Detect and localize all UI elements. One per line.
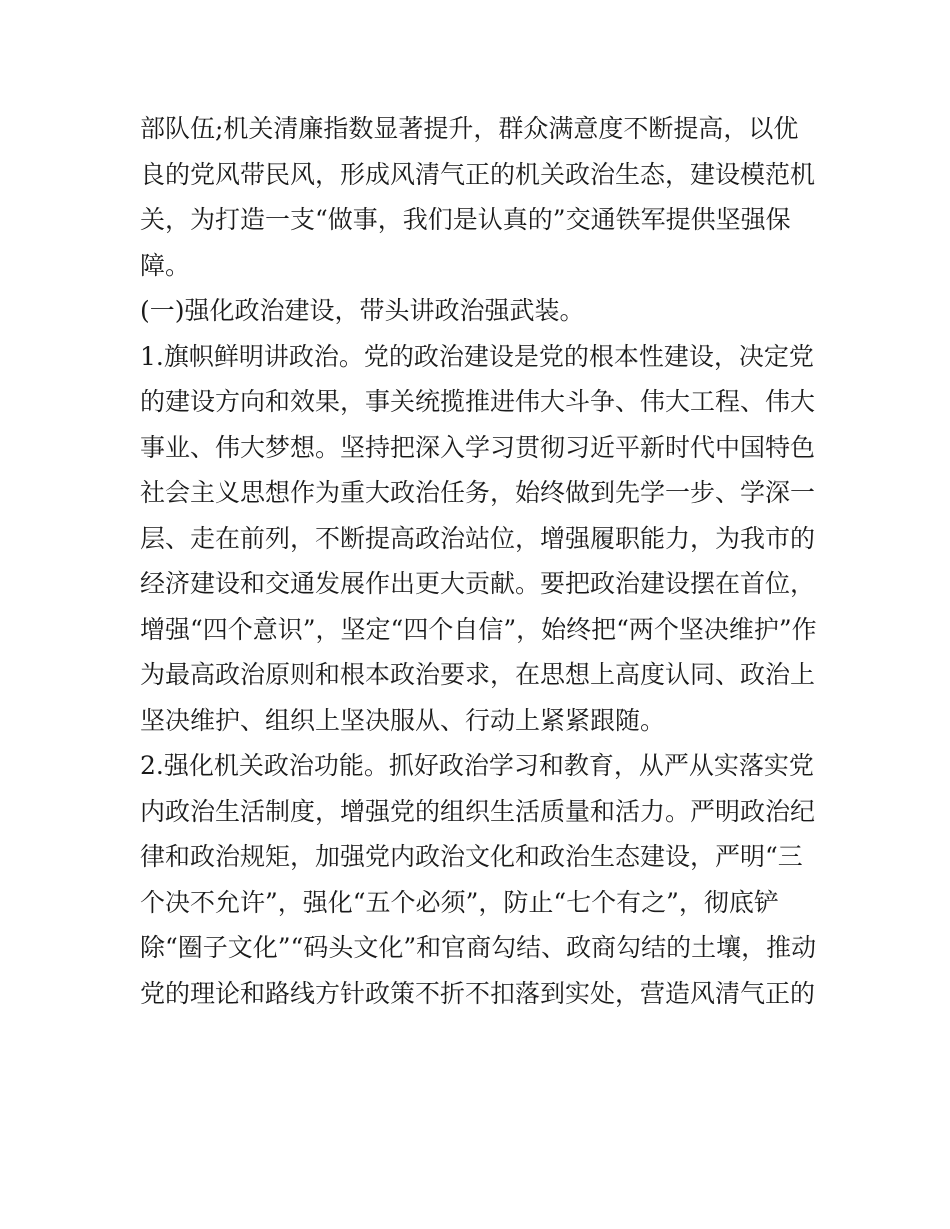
text-line: 增强“四个意识”，坚定“四个自信”，始终把“两个坚决维护”作 — [140, 614, 817, 644]
text-line: 关，为打造一支“做事，我们是认真的”交通铁军提供坚强保 — [140, 205, 791, 234]
text-line: 2.强化机关政治功能。抓好政治学习和教育，从严从实落实党 — [140, 751, 814, 780]
text-line: 经济建设和交通发展作出更大贡献。要把政治建设摆在首位， — [140, 569, 816, 598]
text-line: 良的党风带民风，形成风清气正的机关政治生态，建设模范机 — [140, 159, 816, 189]
text-line: 的建设方向和效果，事关统揽推进伟大斗争、伟大工程、伟大 — [140, 387, 816, 416]
text-line: 社会主义思想作为重大政治任务，始终做到先学一步、学深一 — [140, 478, 816, 507]
text-line: 部队伍;机关清廉指数显著提升，群众满意度不断提高，以优 — [140, 114, 799, 143]
text-line: 内政治生活制度，增强党的组织生活质量和活力。严明政治纪 — [140, 796, 816, 826]
document-body — [140, 106, 840, 1016]
text-line: 1.旗帜鲜明讲政治。党的政治建设是党的根本性建设，决定党 — [140, 341, 814, 371]
text-line: 为最高政治原则和根本政治要求，在思想上高度认同、政治上 — [140, 660, 816, 689]
section-heading: (一)强化政治建设，带头讲政治强武装。 — [140, 296, 585, 325]
text-line: 除“圈子文化”“码头文化”和官商勾结、政商勾结的土壤，推动 — [140, 933, 817, 962]
text-line: 层、走在前列，不断提高政治站位，增强履职能力，为我市的 — [140, 523, 816, 553]
text-line: 事业、伟大梦想。坚持把深入学习贯彻习近平新时代中国特色 — [140, 432, 816, 462]
text-line: 坚决维护、组织上坚决服从、行动上紧紧跟随。 — [140, 705, 666, 735]
text-line: 党的理论和路线方针政策不折不扣落到实处，营造风清气正的 — [140, 978, 816, 1008]
text-line: 个决不允许”，强化“五个必须”，防止“七个有之”，彻底铲 — [140, 887, 779, 917]
text-line: 障。 — [140, 250, 191, 280]
text-line: 律和政治规矩，加强党内政治文化和政治生态建设，严明“三 — [140, 842, 803, 871]
